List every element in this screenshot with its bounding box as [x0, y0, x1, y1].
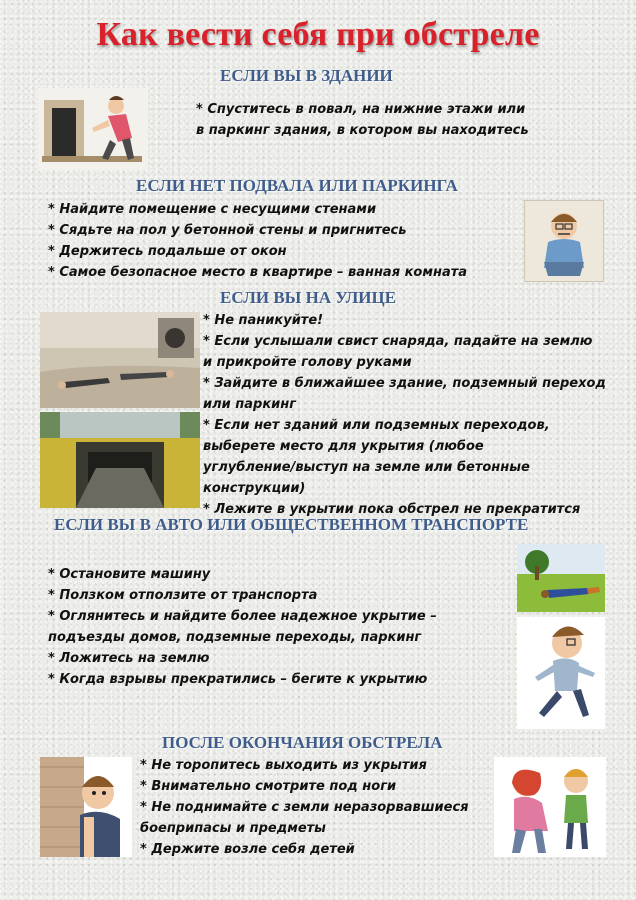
page-title: Как вести себя при обстреле [96, 16, 540, 53]
list-item: * Держите возле себя детей [140, 842, 355, 857]
list-item: в паркинг здания, в котором вы находитесь [196, 123, 529, 138]
list-item: * Спуститесь в повал, на нижние этажи или [196, 102, 526, 117]
list-item: * Оглянитесь и найдите более надежное укрытие – [48, 609, 437, 624]
no-basement-list [48, 199, 467, 283]
list-item: * Сядьте на пол у бетонной стены и пригнитесь [48, 223, 407, 238]
list-item: выберете место для укрытия (любое [203, 439, 484, 454]
list-item: * Когда взрывы прекратились – бегите к укрытию [48, 672, 428, 687]
list-item: * Зайдите в ближайшее здание, подземный переход [203, 376, 606, 391]
mother-and-child-illustration [494, 757, 606, 857]
list-item: * Лежите в укрытии пока обстрел не прекратится [203, 502, 581, 517]
person-lying-on-grass-illustration [517, 544, 605, 612]
list-item: * Самое безопасное место в квартире – ванная комната [48, 265, 468, 280]
underground-passage-photo [40, 412, 200, 508]
list-item: * Если нет зданий или подземных переходов, [203, 418, 550, 433]
list-item: боеприпасы и предметы [140, 821, 326, 836]
list-item: конструкции) [203, 481, 306, 496]
heading-street: ЕСЛИ ВЫ НА УЛИЦЕ [220, 288, 397, 307]
heading-transport: ЕСЛИ ВЫ В АВТО ИЛИ ОБЩЕСТВЕННОМ ТРАНСПОРТЕ [54, 515, 529, 534]
man-entering-building-illustration [38, 88, 148, 170]
list-item: или паркинг [203, 397, 297, 412]
list-item: * Не поднимайте с земли неразорвавшиеся [140, 800, 469, 815]
list-item: углубление/выступ на земле или бетонные [203, 460, 530, 475]
man-peeking-from-wall-illustration [40, 757, 132, 857]
heading-after: ПОСЛЕ ОКОНЧАНИЯ ОБСТРЕЛА [162, 733, 443, 752]
list-item: и прикройте голову руками [203, 355, 412, 370]
scared-man-sitting-illustration [524, 200, 604, 282]
street-list [203, 310, 606, 520]
list-item: * Ползком отползите от транспорта [48, 588, 318, 603]
list-item: подъезды домов, подземные переходы, паркинг [48, 630, 422, 645]
heading-no-basement: ЕСЛИ НЕТ ПОДВАЛА ИЛИ ПАРКИНГА [136, 176, 458, 195]
after-list [140, 755, 469, 860]
heading-building: ЕСЛИ ВЫ В ЗДАНИИ [220, 66, 393, 85]
list-item: * Найдите помещение с несущими стенами [48, 202, 377, 217]
list-item: * Если услышали свист снаряда, падайте на землю [203, 334, 593, 349]
list-item: * Внимательно смотрите под ноги [140, 779, 397, 794]
list-item: * Держитесь подальше от окон [48, 244, 287, 259]
list-item: * Ложитесь на землю [48, 651, 210, 666]
list-item: * Остановите машину [48, 567, 211, 582]
running-man-illustration [517, 617, 605, 729]
list-item: * Не паникуйте! [203, 313, 324, 328]
people-lying-on-ground-photo [40, 312, 200, 408]
list-item: * Не торопитесь выходить из укрытия [140, 758, 427, 773]
transport-list [48, 564, 437, 690]
building-list [196, 99, 529, 141]
